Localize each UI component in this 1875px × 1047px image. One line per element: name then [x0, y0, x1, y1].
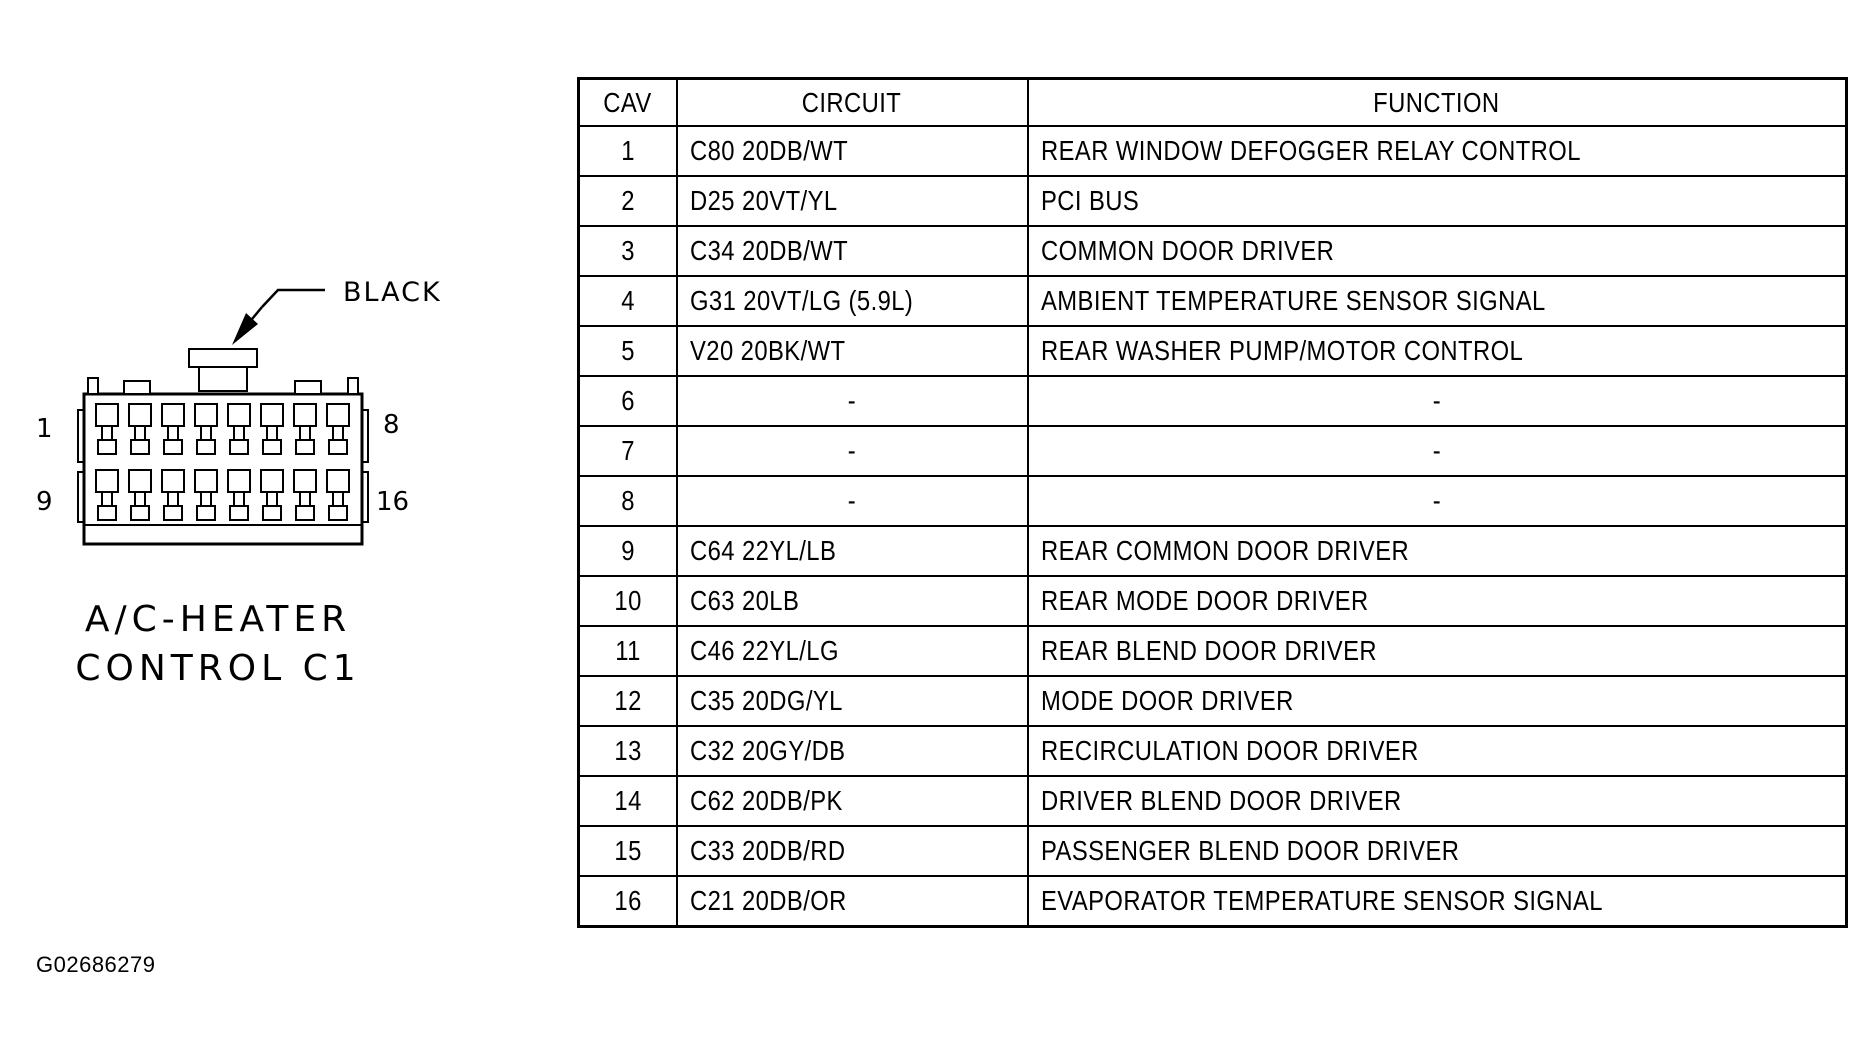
circuit-cell: V20 20BK/WT: [677, 326, 1028, 376]
function-cell: -: [1028, 376, 1847, 426]
cav-cell: 13: [579, 726, 677, 776]
circuit-cell: C34 20DB/WT: [677, 226, 1028, 276]
function-cell: REAR WASHER PUMP/MOTOR CONTROL: [1028, 326, 1847, 376]
circuit-cell: -: [677, 476, 1028, 526]
circuit-cell: -: [677, 376, 1028, 426]
function-cell: PASSENGER BLEND DOOR DRIVER: [1028, 826, 1847, 876]
circuit-cell: C35 20DG/YL: [677, 676, 1028, 726]
connector-lock-tab: [189, 349, 257, 391]
table-row: [579, 126, 1847, 176]
table-row: [579, 426, 1847, 476]
table-row: [579, 476, 1847, 526]
circuit-cell: C32 20GY/DB: [677, 726, 1028, 776]
cav-cell: 16: [579, 876, 677, 927]
table-row: [579, 726, 1847, 776]
table-row: [579, 626, 1847, 676]
table-row: [579, 576, 1847, 626]
cav-cell: 4: [579, 276, 677, 326]
cav-cell: 15: [579, 826, 677, 876]
circuit-cell: C62 20DB/PK: [677, 776, 1028, 826]
cav-cell: 14: [579, 776, 677, 826]
circuit-cell: C21 20DB/OR: [677, 876, 1028, 927]
table-header-row: [579, 79, 1847, 127]
cav-cell: 5: [579, 326, 677, 376]
connector-name-line1: A/C-HEATER: [84, 599, 352, 640]
pin-label-8: 8: [383, 410, 400, 440]
header-cav: CAV: [579, 79, 677, 127]
table-row: [579, 876, 1847, 927]
cav-cell: 9: [579, 526, 677, 576]
cav-cell: 7: [579, 426, 677, 476]
circuit-cell: -: [677, 426, 1028, 476]
connector-diagram: [0, 0, 560, 720]
table-row: [579, 326, 1847, 376]
table-row: [579, 276, 1847, 326]
table-row: [579, 826, 1847, 876]
color-leader-arrow: [232, 290, 325, 345]
cav-cell: 10: [579, 576, 677, 626]
table-row: [579, 226, 1847, 276]
table-row: [579, 376, 1847, 426]
function-cell: REAR COMMON DOOR DRIVER: [1028, 526, 1847, 576]
pin-label-9: 9: [36, 487, 53, 517]
function-cell: EVAPORATOR TEMPERATURE SENSOR SIGNAL: [1028, 876, 1847, 927]
function-cell: REAR BLEND DOOR DRIVER: [1028, 626, 1847, 676]
table-row: [579, 176, 1847, 226]
pinout-table: [577, 77, 1848, 928]
connector-name-line2: CONTROL C1: [75, 648, 361, 689]
function-cell: AMBIENT TEMPERATURE SENSOR SIGNAL: [1028, 276, 1847, 326]
cav-cell: 3: [579, 226, 677, 276]
function-cell: COMMON DOOR DRIVER: [1028, 226, 1847, 276]
function-cell: PCI BUS: [1028, 176, 1847, 226]
cav-cell: 6: [579, 376, 677, 426]
circuit-cell: C33 20DB/RD: [677, 826, 1028, 876]
circuit-cell: C63 20LB: [677, 576, 1028, 626]
table-row: [579, 676, 1847, 726]
function-cell: REAR MODE DOOR DRIVER: [1028, 576, 1847, 626]
function-cell: -: [1028, 426, 1847, 476]
connector-color-label: BLACK: [343, 277, 442, 308]
cav-cell: 12: [579, 676, 677, 726]
circuit-cell: C80 20DB/WT: [677, 126, 1028, 176]
pin-label-16: 16: [376, 487, 410, 517]
cav-cell: 11: [579, 626, 677, 676]
circuit-cell: G31 20VT/LG (5.9L): [677, 276, 1028, 326]
cav-cell: 2: [579, 176, 677, 226]
function-cell: REAR WINDOW DEFOGGER RELAY CONTROL: [1028, 126, 1847, 176]
header-function: FUNCTION: [1028, 79, 1847, 127]
circuit-cell: C64 22YL/LB: [677, 526, 1028, 576]
circuit-cell: C46 22YL/LG: [677, 626, 1028, 676]
function-cell: MODE DOOR DRIVER: [1028, 676, 1847, 726]
cav-cell: 1: [579, 126, 677, 176]
circuit-cell: D25 20VT/YL: [677, 176, 1028, 226]
header-circuit: CIRCUIT: [677, 79, 1028, 127]
figure-id: G02686279: [36, 952, 156, 977]
pinout-rows: [579, 126, 1847, 927]
function-cell: DRIVER BLEND DOOR DRIVER: [1028, 776, 1847, 826]
function-cell: RECIRCULATION DOOR DRIVER: [1028, 726, 1847, 776]
cav-cell: 8: [579, 476, 677, 526]
connector-body: [78, 378, 368, 544]
function-cell: -: [1028, 476, 1847, 526]
table-row: [579, 776, 1847, 826]
pin-label-1: 1: [36, 414, 53, 444]
table-row: [579, 526, 1847, 576]
